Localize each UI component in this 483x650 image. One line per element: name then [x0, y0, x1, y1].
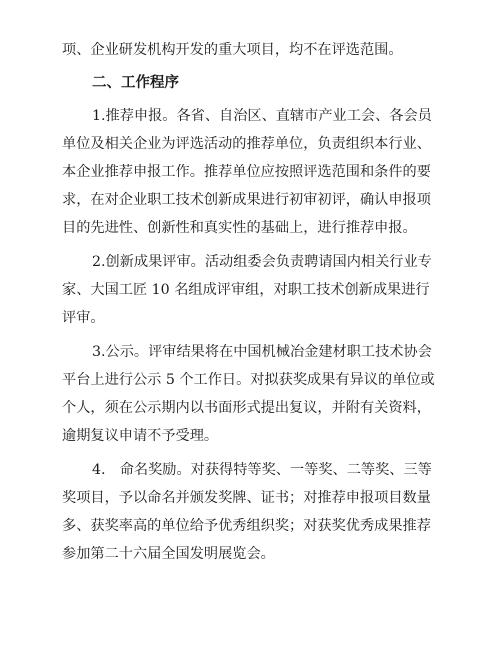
- paragraph-1-line-2: 单位及相关企业为评选活动的推荐单位，负责组织本行业、: [62, 136, 431, 152]
- paragraph-3-line-3: 个人，须在公示期内以书面形式提出复议，并附有关资料，: [62, 400, 431, 416]
- paragraph-4-line-4: 参加第二十六届全国发明展览会。: [62, 546, 275, 562]
- text-line-1: 项、企业研发机构开发的重大项目，均不在评选范围。: [62, 42, 403, 58]
- paragraph-3-line-4: 逾期复议申请不予受理。: [62, 428, 219, 444]
- paragraph-1-line-4: 求，在对企业职工技术创新成果进行初审初评，确认申报项: [62, 192, 431, 208]
- paragraph-1-line-5: 目的先进性、创新性和真实性的基础上，进行推荐申报。: [62, 220, 417, 236]
- paragraph-3-line-1: 3.公示。评审结果将在中国机械冶金建材职工技术协会: [92, 344, 432, 360]
- section-heading: 二、工作程序: [92, 75, 179, 91]
- paragraph-4-line-1: 4. 命名奖励。对获得特等奖、一等奖、二等奖、三等: [92, 462, 432, 478]
- paragraph-2-line-2: 家、大国工匠 10 名组成评审组，对职工技术创新成果进行: [62, 282, 430, 298]
- paragraph-1-line-3: 本企业推荐申报工作。推荐单位应按照评选范围和条件的要: [62, 164, 431, 180]
- paragraph-2-line-3: 评审。: [62, 310, 105, 326]
- paragraph-4-line-2: 奖项目，予以命名并颁发奖牌、证书；对推荐申报项目数量: [62, 490, 431, 506]
- paragraph-1-line-1: 1.推荐申报。各省、自治区、直辖市产业工会、各会员: [92, 108, 432, 124]
- paragraph-3-line-2: 平台上进行公示 5 个工作日。对拟获奖成果有异议的单位或: [62, 372, 435, 388]
- paragraph-2-line-1: 2.创新成果评审。活动组委会负责聘请国内相关行业专: [92, 254, 432, 270]
- paragraph-4-line-3: 多、获奖率高的单位给予优秀组织奖；对获奖优秀成果推荐: [62, 518, 431, 534]
